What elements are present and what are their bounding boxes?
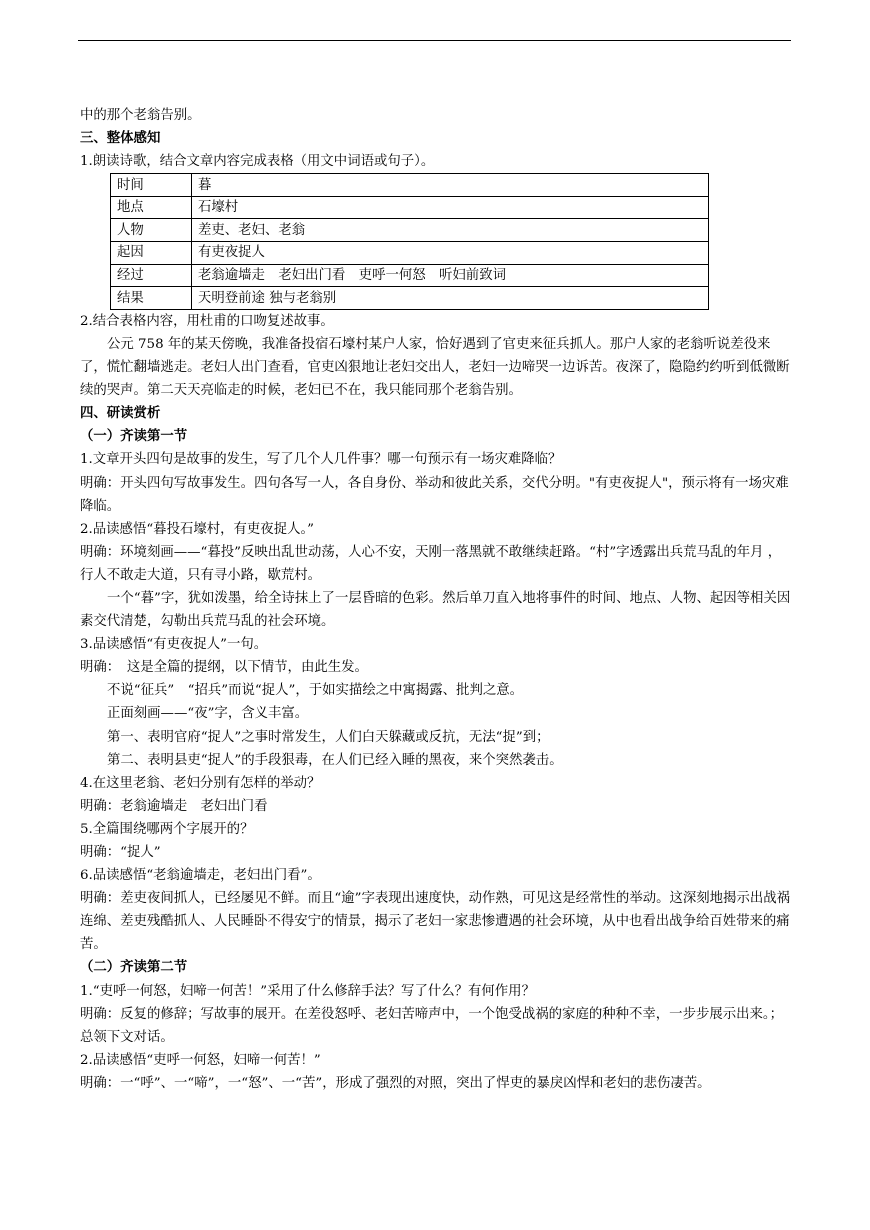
table-key-cell: 经过 xyxy=(111,264,192,287)
paragraph: 明确： 这是全篇的提纲，以下情节，由此生发。 xyxy=(80,660,368,676)
table-key-cell: 人物 xyxy=(111,219,192,242)
table-value-cell: 石壕村 xyxy=(192,196,709,219)
table-value-cell: 有吏夜捉人 xyxy=(192,242,709,265)
table-row xyxy=(111,196,709,219)
table-value-cell: 老翁逾墙走 老妇出门看 吏呼一何怒 听妇前致词 xyxy=(192,264,709,287)
section-heading: （一）齐读第一节 xyxy=(80,428,188,445)
header-rule xyxy=(78,40,791,41)
intro-lines xyxy=(80,104,792,173)
paragraph: 一个“暮”字，犹如泼墨，给全诗抹上了一层昏暗的色彩。然后单刀直入地将事件的时间、地点、人物、起因等相关因素交代清楚，勾勒出兵荒马乱的社会环境。 xyxy=(80,590,791,630)
table-key-cell: 时间 xyxy=(111,174,192,197)
table-value-cell: 天明登前途 独与老翁别 xyxy=(192,287,709,310)
summary-table-wrapper xyxy=(80,173,792,310)
paragraph: 明确：“捉人” xyxy=(80,845,161,860)
paragraph: 正面刻画——“夜”字，含义丰富。 xyxy=(107,706,309,722)
summary-table xyxy=(110,173,709,310)
main-lines xyxy=(80,310,792,1095)
table-key-cell: 结果 xyxy=(111,287,192,310)
paragraph: 3.品读感悟“有吏夜捉人”一句。 xyxy=(80,637,268,653)
paragraph: 第二、表明县吏“捉人”的手段狠毒，在人们已经入睡的黑夜，来个突然袭击。 xyxy=(107,752,563,768)
section-heading: 四、研读赏析 xyxy=(80,405,161,422)
paragraph: 2.品读感悟“吏呼一何怒，妇啼一何苦！” xyxy=(80,1052,321,1068)
table-row xyxy=(111,264,709,287)
table-key-cell: 起因 xyxy=(111,242,192,265)
paragraph: 1.“吏呼一何怒，妇啼一何苦！”采用了什么修辞手法？写了什么？有何作用？ xyxy=(80,983,535,999)
paragraph: 明确：反复的修辞；写故事的展开。在差役怒呼、老妇苦啼声中，一个饱受战祸的家庭的种种不幸，一步步展示出来。；总领下文对话。 xyxy=(80,1006,783,1045)
paragraph: 1.朗读诗歌，结合文章内容完成表格（用文中词语或句子）。 xyxy=(80,154,435,170)
table-value-cell: 暮 xyxy=(192,174,709,197)
paragraph: 1.文章开头四句是故事的发生，写了几个人几件事？哪一句预示有一场灾难降临？ xyxy=(80,452,562,468)
paragraph: 明确：老翁逾墙走 老妇出门看 xyxy=(80,798,268,814)
section-heading: 三、整体感知 xyxy=(80,130,161,147)
paragraph: 5.全篇围绕哪两个字展开的？ xyxy=(80,821,254,837)
table-row xyxy=(111,174,709,197)
paragraph: 明确：差吏夜间抓人，已经屡见不鲜。而且“逾”字表现出速度快，动作熟，可见这是经常性的举动。这深刻地揭示出战祸连绵、差吏残酷抓人、人民睡卧不得安宁的情景，揭示了老妇一家悲惨遭遇的社会环境，从中也看出战争给百姓带来的痛苦。 xyxy=(80,891,790,953)
paragraph: 明确：开头四句写故事发生。四句各写一人，各自身份、举动和彼此关系，交代分明。"有吏夜捉人"，预示将有一场灾难降临。 xyxy=(80,475,789,514)
table-row xyxy=(111,242,709,265)
table-key-cell: 地点 xyxy=(111,196,192,219)
table-row xyxy=(111,287,709,310)
section-heading: （二）齐读第二节 xyxy=(80,959,188,976)
paragraph: 6.品读感悟“老翁逾墙走，老妇出门看”。 xyxy=(80,868,321,884)
document-body xyxy=(80,104,792,1095)
paragraph: 4.在这里老翁、老妇分别有怎样的举动？ xyxy=(80,775,321,791)
paragraph: 公元 758 年的某天傍晚，我准备投宿石壕村某户人家，恰好遇到了官吏来征兵抓人。那户人家的老翁听说差役来了，慌忙翻墙逃走。老妇人出门查看，官吏凶狠地让老妇交出人，老妇一边啼哭一边诉苦。夜深了，隐隐约约听到低微断续的哭声。第二天天亮临走的时候，老妇已不在，我只能同那个老翁告别。 xyxy=(80,336,790,399)
paragraph: 2.结合表格内容，用杜甫的口吻复述故事。 xyxy=(80,313,334,329)
paragraph: 明确：环境刻画——“暮投”反映出乱世动荡，人心不安，天刚一落黑就不敢继续赶路。“村”字透露出兵荒马乱的年月 ，行人不敢走大道，只有寻小路，歇荒村。 xyxy=(80,544,782,583)
table-row xyxy=(111,219,709,242)
paragraph: 不说“征兵” “招兵”而说“捉人”，于如实描绘之中寓揭露、批判之意。 xyxy=(107,683,524,699)
paragraph: 中的那个老翁告别。 xyxy=(80,108,201,123)
paragraph: 第一、表明官府“捉人”之事时常发生，人们白天躲藏或反抗，无法“捉”到； xyxy=(107,729,550,745)
paragraph: 明确：一“呼”、一“啼”，一“怒”、一“苦”，形成了强烈的对照，突出了悍吏的暴戾凶悍和老妇的悲伤凄苦。 xyxy=(80,1075,711,1091)
paragraph: 2.品读感悟“暮投石壕村，有吏夜捉人。” xyxy=(80,521,315,537)
table-value-cell: 差吏、老妇、老翁 xyxy=(192,219,709,242)
